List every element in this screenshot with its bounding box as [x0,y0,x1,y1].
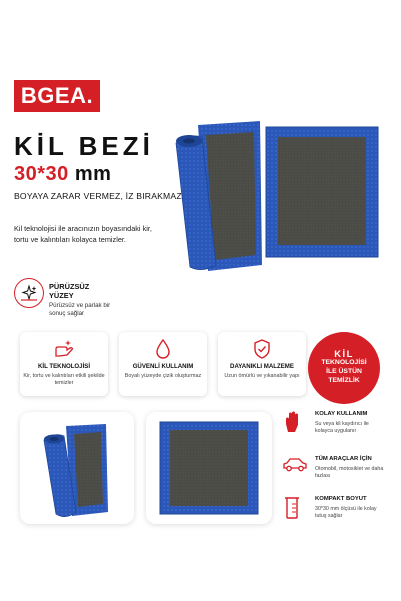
card-title: KİL TEKNOLOJİSİ [37,363,91,370]
badge-line-1: KİL [334,348,354,360]
drop-icon [155,338,171,360]
hand-icon [282,410,302,434]
card-title: GÜVENLİ KULLANIM [132,363,194,370]
product-description: Kil teknolojisi ile aracınızın boyasındaki kir, tortu ve kalıntıları kolayca temizler. [14,224,152,244]
badge-line-3: İLE ÜSTÜN [326,368,362,375]
side-feature-title: KOLAY KULLANIM [315,411,368,417]
badge-line-2: TEKNOLOJİSİ [321,359,367,367]
tagline: BOYAYA ZARAR VERMEZ, İZ BIRAKMAZ [14,191,182,201]
clay-tech-badge [308,332,380,404]
hand-sparkle-icon [53,338,75,358]
flat-towel-image [262,125,380,260]
photo-card-flat [146,412,272,524]
badge-line-4: TEMİZLİK [328,376,360,384]
side-feature-text: 30*30 mm ölçüsü ile kolay tutuş sağlar [315,506,377,519]
card-text: Kir, tortu ve kalıntıları etkili şekilde temizler [23,373,105,386]
card-durable [218,332,306,396]
card-text: Boyalı yüzeyde çizik oluşturmaz [124,373,202,379]
side-feature-text: Otomobil, motosiklet ve daha fazlası [315,466,384,479]
sparkle-icon [20,285,38,301]
side-feature-title: TÜM ARAÇLAR İÇİN [315,456,372,462]
beaker-icon [282,496,302,520]
rolled-towel-image [168,115,263,275]
brand-logo [14,80,100,112]
feature-text: Pürüzsüz ve parlak bir sonuç sağlar [49,302,111,317]
feature-icon-circle [14,278,44,308]
size-value: 30*30 [14,163,69,185]
shield-check-icon [253,338,271,360]
side-feature-text: Su veya kil kaydırıcı ile kolayca uygulanır [315,421,369,434]
card-text: Uzun ömürlü ve yıkanabilir yapı [224,373,300,379]
flat-towel-photo [146,412,272,524]
card-safe-use [119,332,207,396]
car-icon [282,456,308,472]
product-title: KİL BEZİ [14,131,154,161]
product-size [14,163,111,186]
card-title: DAYANIKLI MALZEME [230,363,294,370]
side-feature-title: KOMPAKT BOYUT [315,496,367,502]
rolled-towel-photo [20,412,134,524]
card-clay-tech [20,332,108,396]
size-unit: mm [74,163,112,185]
brand-logo-text: BGEA. [20,83,94,108]
feature-title: PÜRÜZSÜZ YÜZEY [49,282,90,300]
photo-card-rolled [20,412,134,524]
